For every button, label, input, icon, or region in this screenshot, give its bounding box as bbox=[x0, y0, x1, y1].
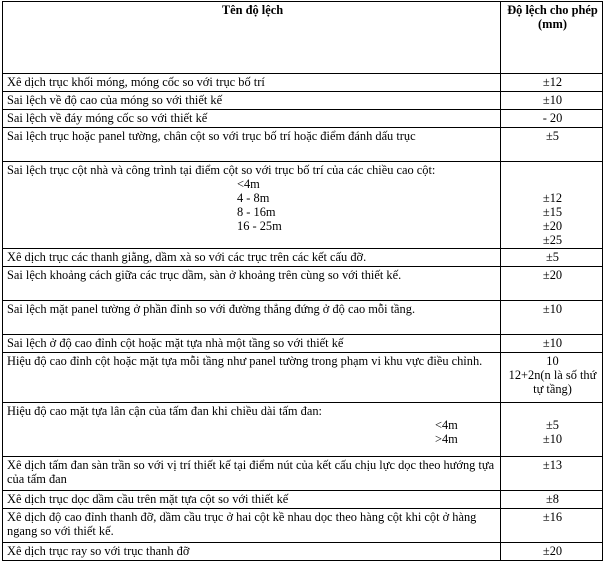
column-height-range: 8 - 16m bbox=[237, 205, 276, 219]
deviation-name-cell: Sai lệch trục hoặc panel tường, chân cột so với trục bố trí hoặc điểm đánh dấu trục bbox=[3, 128, 501, 162]
tolerance-table-container bbox=[2, 1, 603, 561]
tolerance-value-cell: ±16 bbox=[501, 509, 603, 543]
tolerance-value-cell: ±10 bbox=[501, 335, 603, 353]
tolerance-table bbox=[2, 1, 603, 561]
table-row bbox=[3, 110, 603, 128]
deviation-name-cell: Sai lệch mặt panel tường ở phần đỉnh so với đường thẳng đứng ở độ cao mỗi tầng. bbox=[3, 301, 501, 335]
tolerance-value-cell: ±13 bbox=[501, 457, 603, 491]
deviation-name-cell: Xê dịch trục dọc dầm cầu trên mặt tựa cột so với thiết kế bbox=[3, 491, 501, 509]
tolerance-value: 10 bbox=[546, 354, 559, 368]
tolerance-value-cell: ±10 bbox=[501, 301, 603, 335]
tolerance-value-cell: ±20 bbox=[501, 543, 603, 561]
tolerance-value-cell: ±20 bbox=[501, 267, 603, 301]
tolerance-value: ±10 bbox=[542, 432, 563, 446]
table-row bbox=[3, 128, 603, 162]
tolerance-value-cell bbox=[501, 162, 603, 249]
deviation-name-cell: Sai lệch về độ cao của móng so với thiết kế bbox=[3, 92, 501, 110]
tolerance-value-cell: ±8 bbox=[501, 491, 603, 509]
header-deviation-name: Tên độ lệch bbox=[3, 2, 501, 74]
header-allowed-deviation: Độ lệch cho phép (mm) bbox=[501, 2, 603, 74]
table-row bbox=[3, 457, 603, 491]
deviation-name-cell: Sai lệch khoảng cách giữa các trục dầm, sàn ở khoảng trên cùng so với thiết kế. bbox=[3, 267, 501, 301]
deviation-name-cell: Xê dịch tấm đan sàn trần so với vị trí thiết kế tại điểm nút của kết cấu chịu lực dọc theo hướng tựa của tấm đan bbox=[3, 457, 501, 491]
table-row bbox=[3, 403, 603, 457]
tolerance-value: ±5 bbox=[546, 418, 559, 432]
table-row bbox=[3, 543, 603, 561]
deviation-name-cell: Sai lệch về đáy móng cốc so với thiết kế bbox=[3, 110, 501, 128]
deviation-name-cell: Sai lệch ở độ cao đỉnh cột hoặc mặt tựa nhà một tầng so với thiết kế bbox=[3, 335, 501, 353]
table-row bbox=[3, 267, 603, 301]
tolerance-value: ±15 bbox=[542, 205, 563, 219]
tolerance-value-cell bbox=[501, 403, 603, 457]
table-row bbox=[3, 162, 603, 249]
table-row bbox=[3, 301, 603, 335]
deviation-name-cell: Xê dịch trục khối móng, móng cốc so với trục bố trí bbox=[3, 74, 501, 92]
tolerance-value-cell: ±10 bbox=[501, 92, 603, 110]
table-row bbox=[3, 491, 603, 509]
table-row bbox=[3, 92, 603, 110]
slab-length-range: <4m bbox=[435, 418, 458, 432]
tolerance-value-cell: ±5 bbox=[501, 128, 603, 162]
deviation-name-cell bbox=[3, 162, 501, 249]
slab-length-range: >4m bbox=[435, 432, 458, 446]
table-row bbox=[3, 335, 603, 353]
table-row bbox=[3, 249, 603, 267]
deviation-name-cell: Xê dịch trục ray so với trục thanh đỡ bbox=[3, 543, 501, 561]
tolerance-value: ±20 bbox=[542, 219, 563, 233]
deviation-name-cell bbox=[3, 403, 501, 457]
table-row bbox=[3, 509, 603, 543]
tolerance-value: ±25 bbox=[542, 233, 563, 247]
column-height-range: <4m bbox=[237, 177, 260, 191]
tolerance-value-cell: - 20 bbox=[501, 110, 603, 128]
column-height-range: 4 - 8m bbox=[237, 191, 270, 205]
column-height-range: 16 - 25m bbox=[237, 219, 282, 233]
table-row bbox=[3, 74, 603, 92]
tolerance-formula: 12+2n(n là số thứ tự tầng) bbox=[508, 368, 597, 396]
tolerance-value-cell: ±5 bbox=[501, 249, 603, 267]
table-row bbox=[3, 353, 603, 403]
tolerance-value: ±12 bbox=[542, 191, 563, 205]
tolerance-value-cell: ±12 bbox=[501, 74, 603, 92]
deviation-name-cell: Xê dịch trục các thanh giằng, dầm xà so với các trục trên các kết cấu đỡ. bbox=[3, 249, 501, 267]
deviation-name-text: Hiệu độ cao mặt tựa lân cận của tấm đan khi chiều dài tấm đan: bbox=[7, 404, 322, 418]
header-row bbox=[3, 2, 603, 74]
tolerance-value-cell bbox=[501, 353, 603, 403]
deviation-name-cell: Xê dịch độ cao đỉnh thanh đỡ, dầm cầu trục ở hai cột kề nhau dọc theo hàng cột khi cột ở hàng ngang so với thiết kế. bbox=[3, 509, 501, 543]
deviation-name-cell: Hiệu độ cao đỉnh cột hoặc mặt tựa mỗi tầng như panel tường trong phạm vi khu vực điều chỉnh. bbox=[3, 353, 501, 403]
deviation-name-text: Sai lệch trục cột nhà và công trình tại điểm cột so với trục bố trí của các chiều cao cột: bbox=[7, 163, 436, 177]
